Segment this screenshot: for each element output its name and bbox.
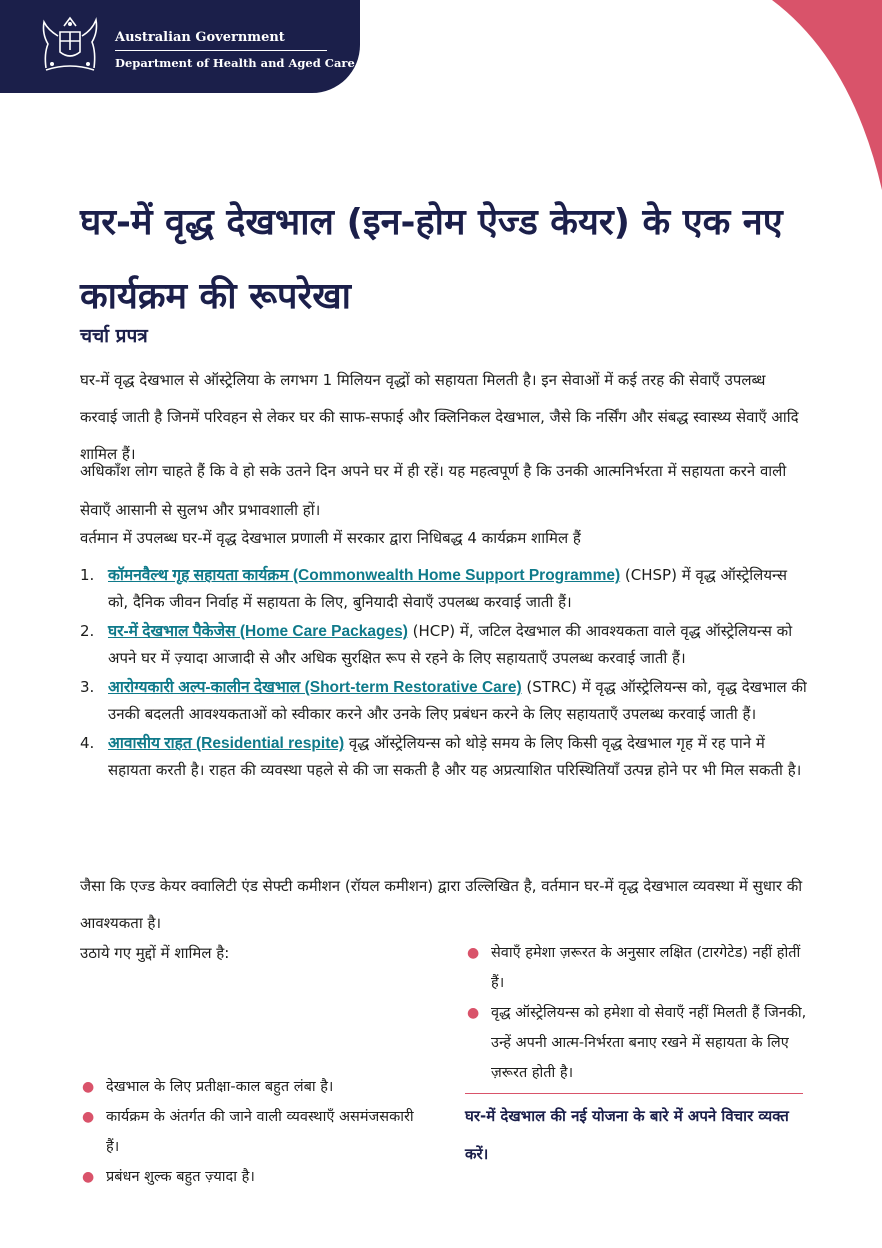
list-item: ● वृद्ध ऑस्ट्रेलियन्स को हमेशा वो सेवाएँ नहीं मिलती हैं जिनकी, उन्हें अपनी आत्म-निर्भरता बनाए रखने में सहायता के लिए ज़रूरत होती है। xyxy=(465,998,810,1088)
strc-link[interactable]: आरोग्यकारी अल्प-कालीन देखभाल (Short-term Restorative Care) xyxy=(108,679,522,696)
call-to-action: घर-में देखभाल की नई योजना के बारे में अपने विचार व्यक्त करें। xyxy=(465,1107,789,1163)
list-number: 2. xyxy=(80,622,95,640)
coat-of-arms-icon xyxy=(32,14,108,78)
bullet-icon: ● xyxy=(82,1079,95,1095)
department-name: Department of Health and Aged Care xyxy=(115,56,355,70)
respite-link[interactable]: आवासीय राहत (Residential respite) xyxy=(108,735,345,752)
programs-list xyxy=(80,562,810,784)
bullet-icon: ● xyxy=(82,1109,95,1125)
header-divider xyxy=(115,50,327,51)
program-description: (HCP) में, जटिल देखभाल की आवश्यकता वाले वृद्ध ऑस्ट्रेलियन्स को अपने घर में ज़्यादा आजादी से और अधिक सुरक्षित रूप से रहने के लिए सहायताएँ उपलब्ध करवाई जाती हैं। xyxy=(108,622,793,667)
program-description: (STRC) में वृद्ध ऑस्ट्रेलियन्स को, वृद्ध देखभाल की उनकी बदलती आवश्यकताओं को स्वीकार करने और उनके लिए प्रबंधन करने के लिए सहायताएँ उपलब्ध करवाई जाती हैं। xyxy=(108,678,807,723)
program-item-strc xyxy=(80,674,810,728)
page-subtitle: चर्चा प्रपत्र xyxy=(80,325,148,347)
program-description: वृद्ध ऑस्ट्रेलियन्स को थोड़े समय के लिए किसी वृद्ध देखभाल गृह में रह पाने में सहायता करती है। राहत की व्यवस्था पहले से की जा सकती है और यह अप्रत्याशित परिस्थितियाँ उत्पन्न होने पर भी मिल सकती है। xyxy=(108,734,802,779)
list-item: ● कार्यक्रम के अंतर्गत की जाने वाली व्यवस्थाएँ असमंजसकारी हैं। xyxy=(80,1102,430,1162)
intro-paragraph-1: घर-में वृद्ध देखभाल से ऑस्ट्रेलिया के लगभग 1 मिलियन वृद्धों को सहायता मिलती है। इन सेवाओं में कई तरह की सेवाएँ उपलब्ध करवाई जाती है जिनमें परिवहन से लेकर घर की साफ-सफाई और क्लिनिकल देखभाल, जैसे कि नर्सिंग और संबद्ध स्वास्थ्य सेवाएँ आदि शामिल हैं। xyxy=(80,371,799,463)
list-item: ● देखभाल के लिए प्रतीक्षा-काल बहुत लंबा है। xyxy=(80,1072,430,1102)
issues-list-left xyxy=(80,1072,430,1192)
list-number: 4. xyxy=(80,734,95,752)
bullet-icon: ● xyxy=(467,1005,480,1021)
list-number: 1. xyxy=(80,566,95,584)
government-name: Australian Government xyxy=(115,30,285,45)
list-number: 3. xyxy=(80,678,95,696)
bullet-icon: ● xyxy=(467,945,480,961)
hcp-link[interactable]: घर-में देखभाल पैकेजेस (Home Care Packages) xyxy=(108,623,408,640)
royal-commission-paragraph: जैसा कि एज्ड केयर क्वालिटी एंड सेफ्टी कमीशन (रॉयल कमीशन) द्वारा उल्लिखित है, वर्तमान घर-में वृद्ध देखभाल व्यवस्था में सुधार की आवश्यकता है। xyxy=(80,877,803,932)
program-item-respite xyxy=(80,730,810,784)
program-item-hcp xyxy=(80,618,810,672)
list-item: ● प्रबंधन शुल्क बहुत ज़्यादा है। xyxy=(80,1162,430,1192)
program-item-chsp xyxy=(80,562,810,616)
corner-swoosh-decoration xyxy=(652,0,882,190)
intro-paragraph-3: वर्तमान में उपलब्ध घर-में वृद्ध देखभाल प्रणाली में सरकार द्वारा निधिबद्ध 4 कार्यक्रम शामिल हैं xyxy=(80,529,581,547)
intro-paragraph-2: अधिकाँश लोग चाहते हैं कि वे हो सके उतने दिन अपने घर में ही रहें। यह महत्वपूर्ण है कि उनकी आत्मनिर्भरता में सहायता करने वाली सेवाएँ आसानी से सुलभ और प्रभावशाली हों। xyxy=(80,462,787,519)
chsp-link[interactable]: कॉमनवैल्थ गृह सहायता कार्यक्रम (Commonwealth Home Support Programme) xyxy=(108,567,621,584)
list-item: ● सेवाएँ हमेशा ज़रूरत के अनुसार लक्षित (टारगेटेड) नहीं होतीं हैं। xyxy=(465,938,810,998)
page-title: घर-में वृद्ध देखभाल (इन-होम ऐज्ड केयर) के एक नए कार्यक्रम की रूपरेखा xyxy=(80,202,783,317)
issues-heading: उठाये गए मुद्दों में शामिल है: xyxy=(80,944,230,962)
bullet-icon: ● xyxy=(82,1169,95,1185)
program-description: (CHSP) में वृद्ध ऑस्ट्रेलियन्स को, दैनिक जीवन निर्वाह में सहायता के लिए, बुनियादी सेवाएँ उपलब्ध करवाई जाती हैं। xyxy=(108,566,787,611)
issues-list-right xyxy=(465,938,810,1088)
government-header xyxy=(0,0,360,93)
section-divider xyxy=(465,1093,803,1094)
